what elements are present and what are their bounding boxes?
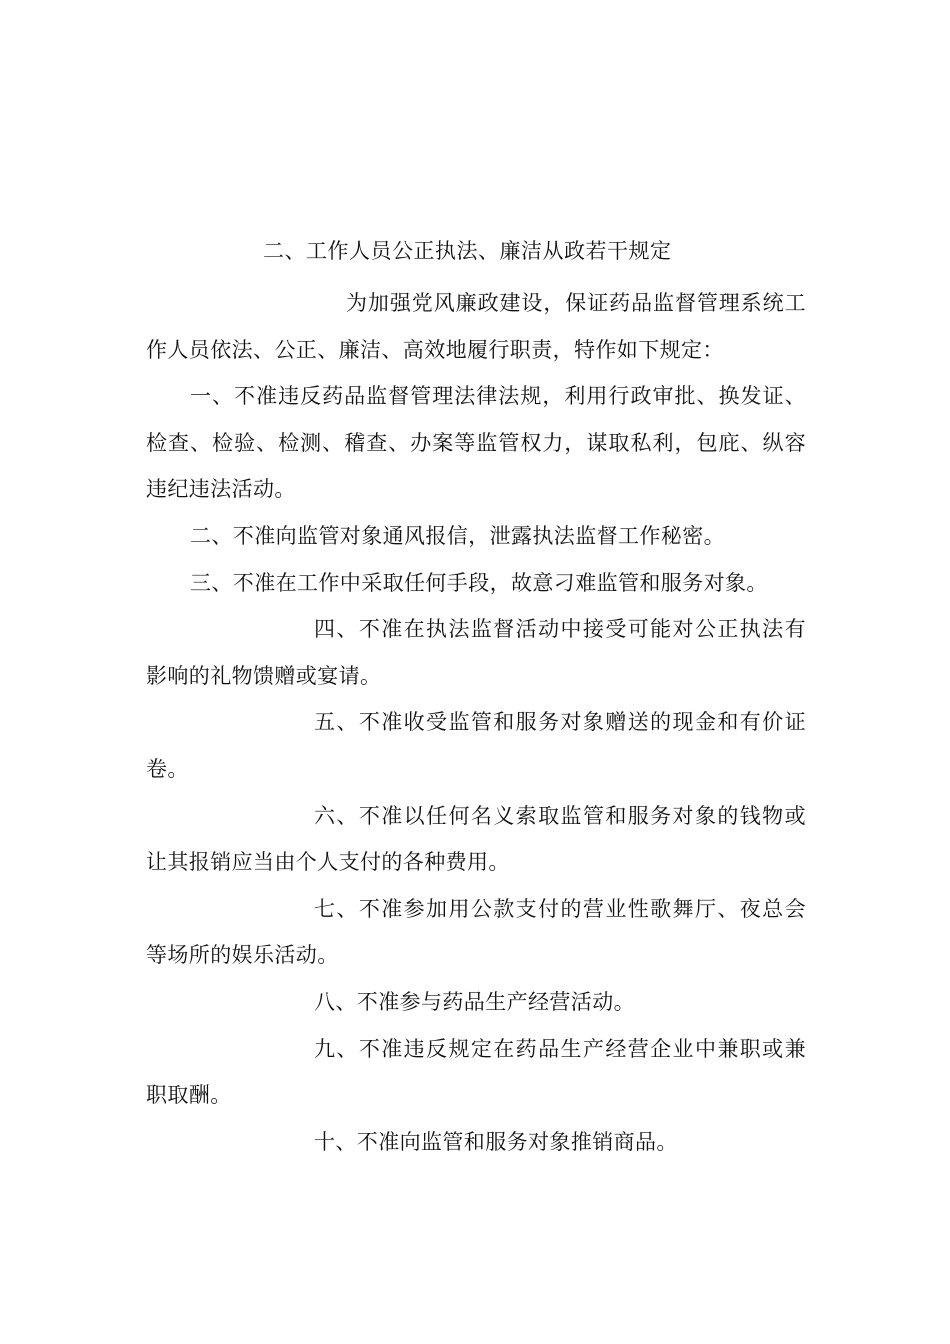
rule-9: 九、不准违反规定在药品生产经营企业中兼职或兼职取酬。 <box>146 1036 806 1108</box>
section-title: 二、工作人员公正执法、廉洁从政若干规定 <box>263 239 672 263</box>
rule-3: 三、不准在工作中采取任何手段，故意刁难监管和服务对象。 <box>190 570 768 595</box>
intro-paragraph: 为加强党风廉政建设，保证药品监督管理系统工作人员依法、公正、廉洁、高效地履行职责，特作如下规定： <box>146 291 806 362</box>
document-body <box>146 280 806 1165</box>
rule-7: 七、不准参加用公款支付的营业性歌舞厅、夜总会等场所的娱乐活动。 <box>146 896 806 968</box>
rule-2: 二、不准向监管对象通风报信，泄露执法监督工作秘密。 <box>190 523 725 548</box>
rule-6: 六、不准以任何名义索取监管和服务对象的钱物或让其报销应当由个人支付的各种费用。 <box>146 803 806 875</box>
rule-4: 四、不准在执法监督活动中接受可能对公正执法有影响的礼物馈赠或宴请。 <box>146 617 806 688</box>
rule-1: 一、不准违反药品监督管理法律法规，利用行政审批、换发证、检查、检验、检测、稽查、办案等监管权力，谋取私利，包庇、纵容违纪违法活动。 <box>146 384 806 502</box>
rule-5: 五、不准收受监管和服务对象赠送的现金和有价证卷。 <box>146 710 806 781</box>
rule-8: 八、不准参与药品生产经营活动。 <box>314 989 635 1014</box>
rule-10: 十、不准向监管和服务对象推销商品。 <box>314 1129 678 1154</box>
